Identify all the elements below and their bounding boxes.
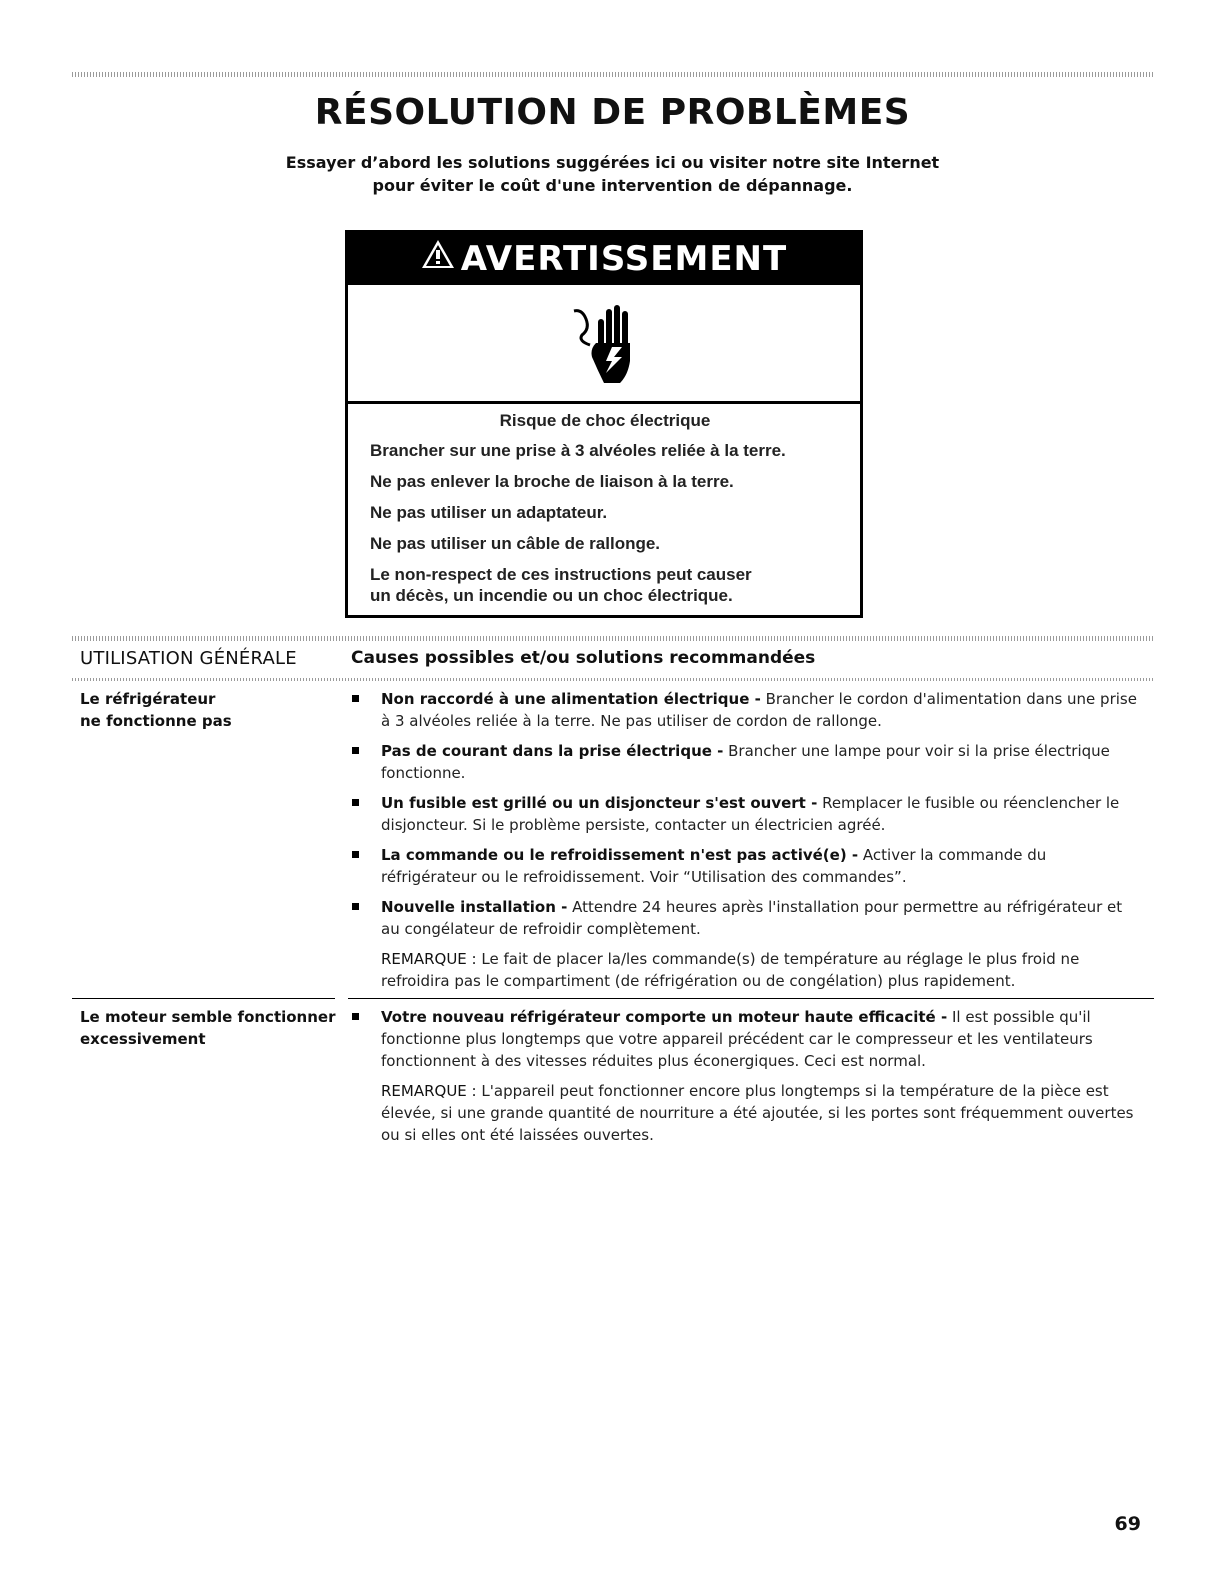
- warning-text: [348, 404, 860, 606]
- solution-text: Attendre 24 heures après l'installation pour permettre au réfrigérateur et au congélateur de refroidir complètement.: [381, 898, 1123, 938]
- note-text: Le fait de placer la/les commande(s) de température au réglage le plus froid ne refroidira pas le compartiment (de réfrigération ou de congélation) plus rapidement.: [381, 950, 1080, 990]
- solution-item: [352, 1006, 1142, 1072]
- page-title: RÉSOLUTION DE PROBLÈMES: [314, 92, 911, 133]
- solution-item: [352, 792, 1142, 836]
- warning-consequence-line-2: un décès, un incendie ou un choc électrique.: [370, 586, 733, 605]
- note-text: L'appareil peut fonctionner encore plus longtemps si la température de la pièce est élevée, si une grande quantité de nourriture a été ajoutée, si les portes sont fréquemment ouvertes ou si elles ont été laissées ouvertes.: [381, 1082, 1134, 1144]
- problem-label-line-2: ne fonctionne pas: [80, 712, 232, 730]
- solution-item: [352, 844, 1142, 888]
- top-divider: [72, 72, 1154, 77]
- note-lead: REMARQUE :: [381, 1082, 477, 1100]
- solution-text: Brancher une lampe pour voir si la prise électrique fonctionne.: [381, 742, 1110, 782]
- warning-heading: AVERTISSEMENT: [460, 239, 788, 279]
- electric-shock-hand-icon: [568, 299, 648, 389]
- problem-label: [80, 1006, 335, 1050]
- subtitle-line-1: Essayer d’abord les solutions suggérées ici ou visiter notre site Internet: [285, 153, 940, 172]
- section-label: UTILISATION GÉNÉRALE: [80, 648, 297, 669]
- problem-label-line-2: excessivement: [80, 1030, 206, 1048]
- warning-line: Brancher sur une prise à 3 alvéoles reliée à la terre.: [370, 441, 786, 460]
- row-divider: [72, 998, 335, 999]
- warning-triangle-icon: [421, 232, 455, 284]
- solution-item: [352, 896, 1142, 940]
- solution-lead: Non raccordé à une alimentation électrique -: [381, 690, 761, 708]
- note-lead: REMARQUE :: [381, 950, 477, 968]
- problem-label-line-1: Le réfrigérateur: [80, 690, 216, 708]
- note: [381, 948, 1141, 992]
- row-divider: [348, 998, 1154, 999]
- subtitle-line-2: pour éviter le coût d'une intervention de dépannage.: [372, 176, 853, 195]
- bullet-icon: [352, 799, 359, 806]
- warning-consequence-line-1: Le non-respect de ces instructions peut causer: [370, 565, 752, 584]
- solution-item: [352, 688, 1142, 732]
- bullet-icon: [352, 903, 359, 910]
- section-header-divider: [72, 678, 1154, 681]
- solution-item: [352, 740, 1142, 784]
- warning-line: Ne pas utiliser un adaptateur.: [370, 503, 608, 522]
- bullet-icon: [352, 851, 359, 858]
- solution-lead: La commande ou le refroidissement n'est pas activé(e) -: [381, 846, 859, 864]
- solution-lead: Pas de courant dans la prise électrique -: [381, 742, 724, 760]
- problem-label: [80, 688, 232, 732]
- problem-label-line-1: Le moteur semble fonctionner: [80, 1008, 336, 1026]
- bullet-icon: [352, 747, 359, 754]
- column-label: Causes possibles et/ou solutions recommandées: [351, 648, 816, 668]
- warning-icon-area: [348, 285, 860, 404]
- bullet-icon: [352, 1013, 359, 1020]
- solution-lead: Votre nouveau réfrigérateur comporte un moteur haute efficacité -: [381, 1008, 948, 1026]
- solution-text: Il est possible qu'il fonctionne plus longtemps que votre appareil précédent car le compresseur et les ventilateurs fonctionnent à des vitesses réduites plus éconergiques. Ceci est normal.: [381, 1008, 1093, 1070]
- note: [381, 1080, 1141, 1146]
- page-subtitle: [0, 151, 1225, 197]
- warning-box: [345, 230, 863, 618]
- warning-line: Ne pas enlever la broche de liaison à la terre.: [370, 472, 734, 491]
- solution-lead: Nouvelle installation -: [381, 898, 568, 916]
- warning-line: Ne pas utiliser un câble de rallonge.: [370, 534, 661, 553]
- bullet-icon: [352, 695, 359, 702]
- solution-text: Activer la commande du réfrigérateur ou le refroidissement. Voir “Utilisation des commandes”.: [381, 846, 1047, 886]
- warning-header: [348, 233, 860, 285]
- page-number: 69: [1114, 1513, 1141, 1535]
- section-top-divider: [72, 636, 1154, 641]
- warning-consequence: [370, 564, 840, 606]
- solution-text: Remplacer le fusible ou réenclencher le disjoncteur. Si le problème persiste, contacter un électricien agréé.: [381, 794, 1120, 834]
- solution-text: Brancher le cordon d'alimentation dans une prise à 3 alvéoles reliée à la terre. Ne pas utiliser de cordon de rallonge.: [381, 690, 1137, 730]
- solution-lead: Un fusible est grillé ou un disjoncteur s'est ouvert -: [381, 794, 818, 812]
- warning-risk: Risque de choc électrique: [499, 411, 711, 430]
